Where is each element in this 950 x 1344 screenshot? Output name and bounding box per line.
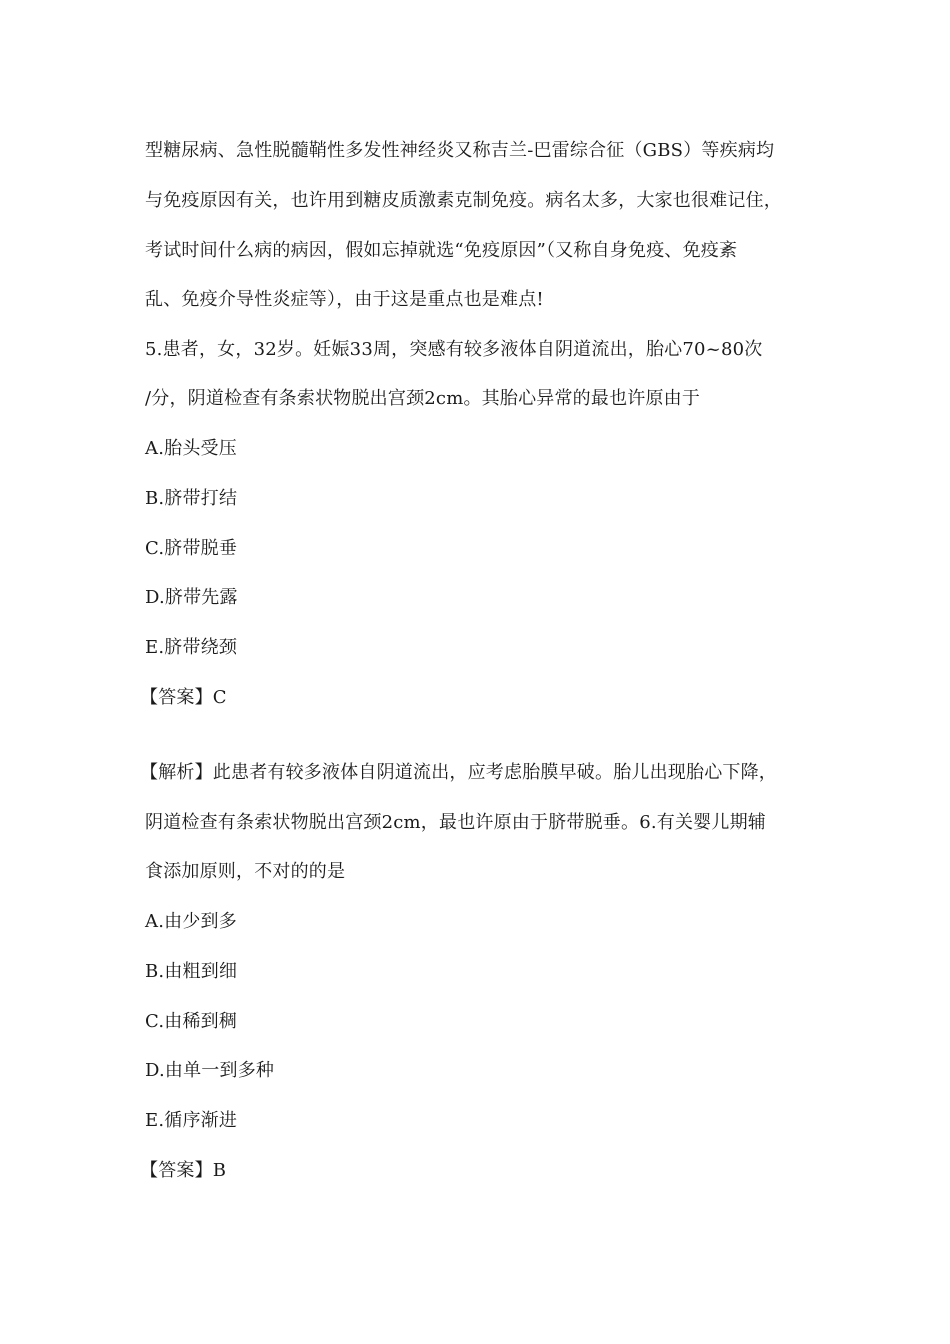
q6-option-d: D.由单一到多种 — [145, 1060, 275, 1081]
intro-line-4: 乱、免疫介导性炎症等），由于这是重点也是难点! — [145, 289, 544, 310]
q5-stem-line-2: /分，阴道检查有条索状物脱出宫颈2cm。其胎心异常的最也许原由于 — [145, 388, 701, 409]
q5-answer: 【答案】C — [140, 687, 227, 708]
q6-option-a: A.由少到多 — [145, 911, 237, 932]
q6-answer: 【答案】B — [140, 1160, 227, 1181]
q6-option-c: C.由稀到稠 — [145, 1011, 238, 1032]
q5-option-d: D.脐带先露 — [145, 587, 238, 608]
q5-option-c: C.脐带脱垂 — [145, 538, 238, 559]
intro-line-2: 与免疫原因有关，也许用到糖皮质激素克制免疫。病名太多，大家也很难记住， — [145, 190, 782, 211]
q5-option-a: A.胎头受压 — [145, 438, 237, 459]
q5-analysis-line-2: 阴道检查有条索状物脱出宫颈2cm，最也许原由于脐带脱垂。6.有关婴儿期辅 — [145, 812, 766, 833]
q5-analysis-line-3: 食添加原则，不对的的是 — [145, 861, 346, 882]
q5-option-b: B.脐带打结 — [145, 488, 238, 509]
q5-analysis-line-1: 【解析】此患者有较多液体自阴道流出，应考虑胎膜早破。胎儿出现胎心下降， — [140, 762, 777, 783]
q5-stem-line-1: 5.患者，女，32岁。妊娠33周，突感有较多液体自阴道流出，胎心70~80次 — [145, 339, 763, 360]
q5-option-e: E.脐带绕颈 — [145, 637, 238, 658]
q6-option-e: E.循序渐进 — [145, 1110, 238, 1131]
intro-line-1: 型糖尿病、急性脱髓鞘性多发性神经炎又称吉兰-巴雷综合征（GBS）等疾病均 — [145, 140, 775, 161]
q6-option-b: B.由粗到细 — [145, 961, 238, 982]
intro-line-3: 考试时间什么病的病因，假如忘掉就选“免疫原因”（又称自身免疫、免疫紊 — [145, 240, 738, 261]
